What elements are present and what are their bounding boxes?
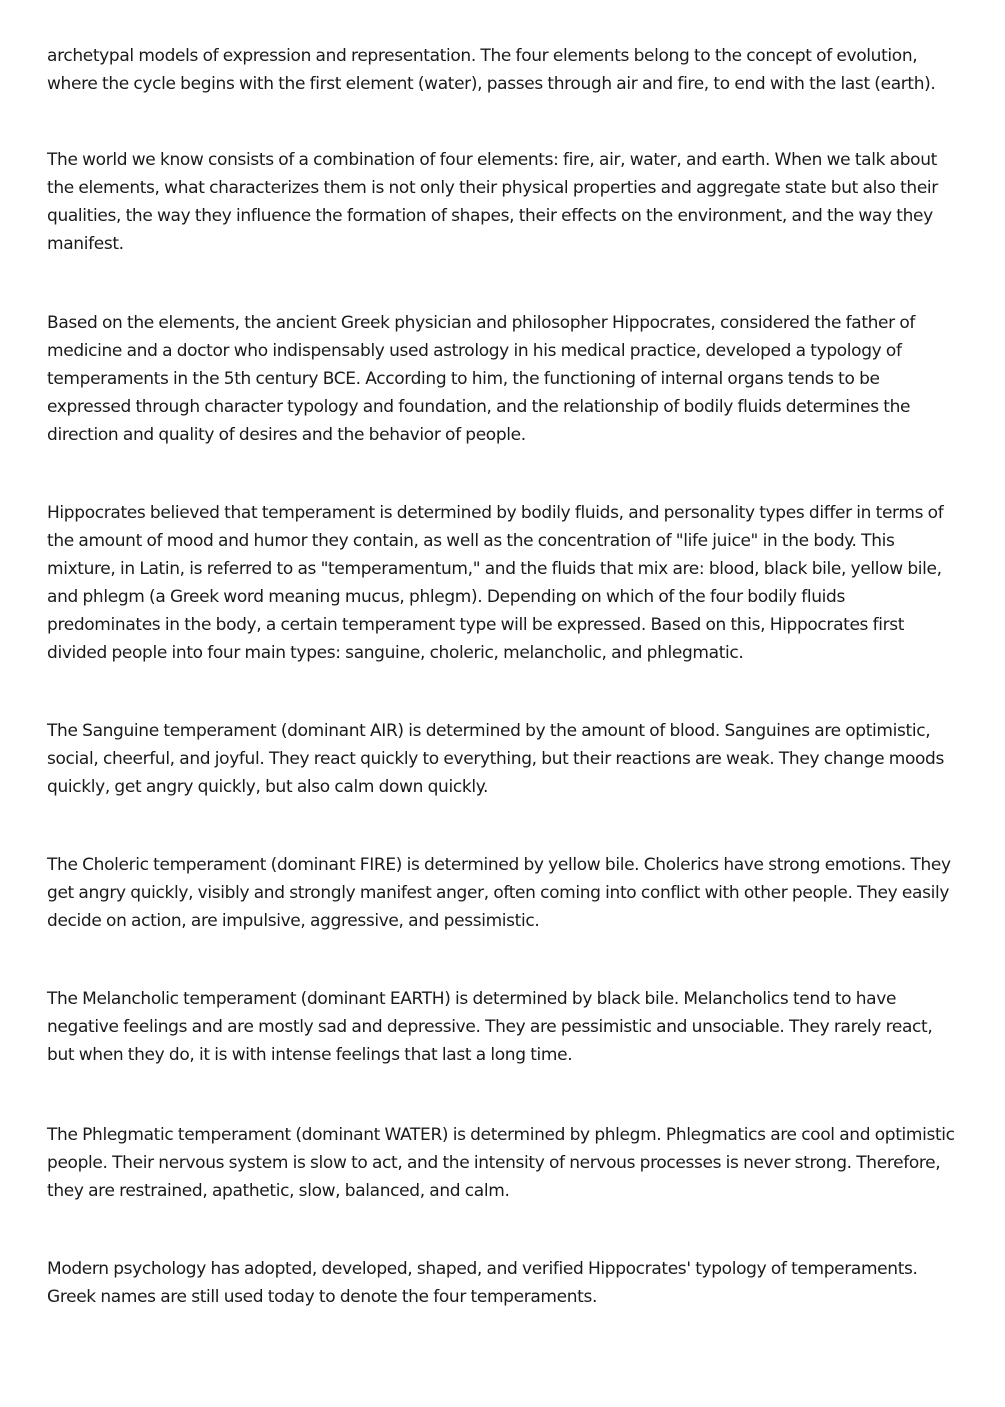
paragraph-sanguine: The Sanguine temperament (dominant AIR) is determined by the amount of blood. Sanguines are optimistic, social, cheerful, and joyful. They react quickly to everything, but their reactions are weak. They change moods quickly, get angry quickly, but also calm down quickly. — [47, 721, 944, 797]
paragraph-choleric: The Choleric temperament (dominant FIRE) is determined by yellow bile. Cholerics have strong emotions. They get angry quickly, visibly and strongly manifest anger, often coming into conflict with other people. They easily decide on action, are impulsive, aggressive, and pessimistic. — [47, 855, 951, 931]
paragraph-elements-evolution: archetypal models of expression and representation. The four elements belong to the concept of evolution, where the cycle begins with the first element (water), passes through air and fire, to end with the last (earth). — [47, 46, 936, 94]
paragraph-four-elements: The world we know consists of a combination of four elements: fire, air, water, and earth. When we talk about the elements, what characterizes them is not only their physical properties and aggregate state but also their qualities, the way they influence the formation of shapes, their effects on the environment, and the way they manifest. — [47, 150, 938, 254]
paragraph-hippocrates-typology: Based on the elements, the ancient Greek physician and philosopher Hippocrates, considered the father of medicine and a doctor who indispensably used astrology in his medical practice, developed a typology of temperaments in the 5th century BCE. According to him, the functioning of internal organs tends to be expressed through character typology and foundation, and the relationship of bodily fluids determines the direction and quality of desires and the behavior of people. — [47, 313, 916, 445]
paragraph-phlegmatic: The Phlegmatic temperament (dominant WATER) is determined by phlegm. Phlegmatics are cool and optimistic people. Their nervous system is slow to act, and the intensity of nervous processes is never strong. Therefore, they are restrained, apathetic, slow, balanced, and calm. — [47, 1125, 955, 1201]
paragraph-melancholic: The Melancholic temperament (dominant EARTH) is determined by black bile. Melancholics tend to have negative feelings and are mostly sad and depressive. They are pessimistic and unsociable. They rarely react, but when they do, it is with intense feelings that last a long time. — [47, 989, 933, 1065]
paragraph-modern-psychology: Modern psychology has adopted, developed, shaped, and verified Hippocrates' typology of temperaments. Greek names are still used today to denote the four temperaments. — [47, 1259, 918, 1307]
paragraph-bodily-fluids: Hippocrates believed that temperament is determined by bodily fluids, and personality types differ in terms of the amount of mood and humor they contain, as well as the concentration of "life juice" in the body. This mixture, in Latin, is referred to as "temperamentum," and the fluids that mix are: blood, black bile, yellow bile, and phlegm (a Greek word meaning mucus, phlegm). Depending on which of the four bodily fluids predominates in the body, a certain temperament type will be expressed. Based on this, Hippocrates first divided people into four main types: sanguine, choleric, melancholic, and phlegmatic. — [47, 503, 944, 663]
